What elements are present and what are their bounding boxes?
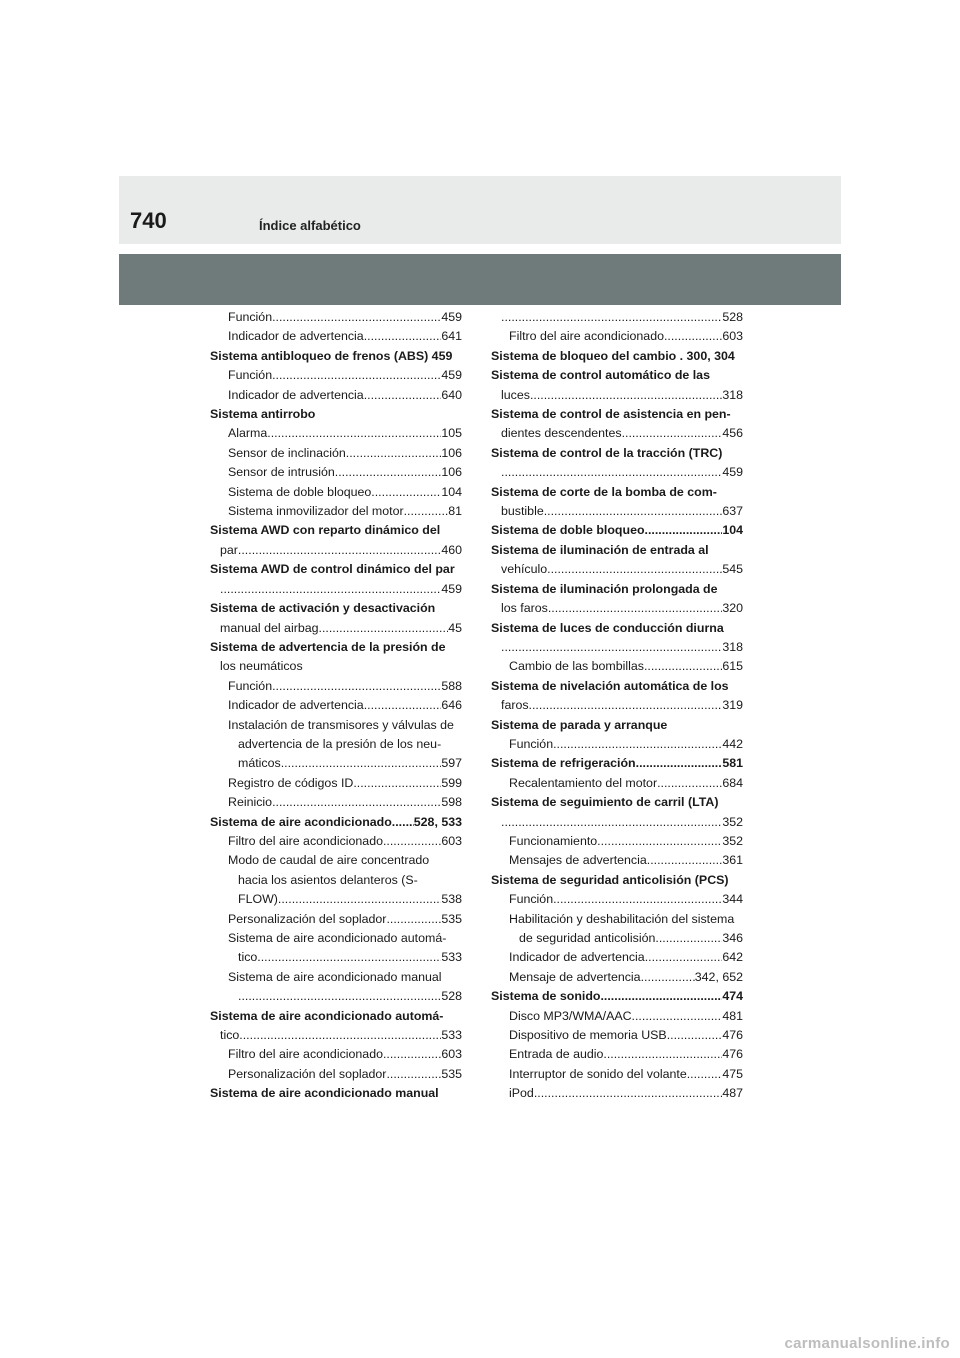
dot-leader bbox=[597, 832, 722, 851]
dot-leader bbox=[319, 619, 449, 638]
dot-leader bbox=[353, 774, 441, 793]
entry-text: Indicador de advertencia bbox=[228, 329, 364, 344]
entry-text: tico bbox=[238, 950, 258, 965]
index-column-right bbox=[491, 308, 743, 1104]
dot-leader bbox=[647, 851, 723, 870]
page-reference: 460 bbox=[441, 542, 462, 557]
entry-text: máticos bbox=[238, 756, 281, 771]
entry-text: Función bbox=[509, 892, 554, 907]
index-entry bbox=[491, 890, 743, 909]
page-reference: 581 bbox=[722, 756, 743, 771]
entry-text: FLOW) bbox=[238, 892, 278, 907]
index-entry bbox=[491, 638, 743, 657]
dot-leader bbox=[667, 1026, 723, 1045]
index-entry bbox=[210, 832, 462, 851]
dot-leader bbox=[553, 890, 722, 909]
index-entry bbox=[491, 327, 743, 346]
page-reference: 45 bbox=[448, 620, 462, 635]
page-reference: 104 bbox=[441, 484, 462, 499]
index-entry bbox=[491, 987, 743, 1006]
index-entry: Sistema antirrobo bbox=[210, 407, 316, 422]
entry-text: bustible bbox=[501, 504, 544, 519]
page-reference: 637 bbox=[722, 504, 743, 519]
dot-leader bbox=[645, 521, 723, 540]
dot-leader bbox=[657, 774, 722, 793]
index-entry bbox=[210, 774, 462, 793]
dot-leader bbox=[655, 929, 722, 948]
page-reference: 481 bbox=[722, 1008, 743, 1023]
page-reference: 642 bbox=[722, 950, 743, 965]
index-entry: Sistema AWD con reparto dinámico del bbox=[210, 523, 441, 538]
entry-text: Función bbox=[509, 736, 554, 751]
entry-text: Mensaje de advertencia bbox=[509, 969, 641, 984]
index-entry bbox=[491, 521, 743, 540]
page-reference: 641 bbox=[441, 329, 462, 344]
index-entry bbox=[210, 366, 462, 385]
dot-leader bbox=[364, 696, 442, 715]
index-entry bbox=[491, 386, 743, 405]
index-entry: Habilitación y deshabilitación del sistema bbox=[509, 911, 735, 926]
entry-text: Indicador de advertencia bbox=[228, 698, 364, 713]
entry-text: luces bbox=[501, 387, 530, 402]
index-entry bbox=[210, 483, 462, 502]
dot-leader bbox=[364, 386, 442, 405]
index-entry: Sistema de aire acondicionado manual bbox=[210, 1086, 439, 1101]
index-entry bbox=[491, 502, 743, 521]
dot-leader bbox=[278, 890, 441, 909]
page-reference: 346 bbox=[722, 931, 743, 945]
page-reference: 456 bbox=[722, 426, 743, 441]
index-entry: Sistema de advertencia de la presión de bbox=[210, 639, 446, 654]
page-reference: 459 bbox=[441, 581, 462, 596]
page-reference: 342, 652 bbox=[694, 969, 743, 984]
page-reference: 352 bbox=[722, 814, 743, 829]
entry-text: Mensajes de advertencia bbox=[509, 853, 647, 868]
dot-leader bbox=[371, 483, 441, 502]
page-reference: 533 bbox=[441, 950, 462, 965]
page-reference: 603 bbox=[722, 329, 743, 344]
index-entry bbox=[210, 463, 462, 482]
page-reference: 106 bbox=[441, 465, 462, 480]
watermark: carmanualsonline.info bbox=[784, 1335, 950, 1352]
dot-leader bbox=[383, 1045, 441, 1064]
page-reference: 598 bbox=[441, 795, 462, 810]
page-reference: 320 bbox=[722, 601, 743, 616]
dot-leader bbox=[386, 1065, 441, 1084]
dot-leader bbox=[645, 948, 723, 967]
index-entry: Sistema de control de asistencia en pen- bbox=[491, 407, 731, 422]
entry-text: Función bbox=[228, 368, 273, 383]
index-entry: Modo de caudal de aire concentrado bbox=[228, 853, 430, 868]
index-entry: los neumáticos bbox=[220, 659, 303, 674]
index-entry bbox=[491, 696, 743, 715]
page-reference: 646 bbox=[441, 698, 462, 713]
index-entry bbox=[210, 308, 462, 327]
index-entry bbox=[210, 793, 462, 812]
index-entry bbox=[210, 1026, 462, 1045]
index-entry bbox=[210, 677, 462, 696]
dot-leader bbox=[547, 560, 722, 579]
page-reference: 459 bbox=[441, 368, 462, 383]
page-reference: 545 bbox=[722, 562, 743, 577]
entry-text: Filtro del aire acondicionado bbox=[228, 1047, 383, 1062]
index-entry bbox=[491, 560, 743, 579]
index-entry: Sistema de control automático de las bbox=[491, 368, 710, 383]
index-entry bbox=[491, 1007, 743, 1026]
entry-text: Reinicio bbox=[228, 795, 273, 810]
index-entry bbox=[491, 968, 743, 987]
header-band bbox=[119, 176, 841, 244]
entry-text: Recalentamiento del motor bbox=[509, 775, 658, 790]
entry-text: de seguridad anticolisión bbox=[519, 931, 656, 945]
index-entry bbox=[210, 987, 462, 1006]
index-entry bbox=[210, 948, 462, 967]
index-entry: Sistema de aire acondicionado automá- bbox=[228, 931, 447, 945]
index-entry: hacia los asientos delanteros (S- bbox=[238, 872, 418, 887]
page-reference: 104 bbox=[722, 523, 743, 538]
dot-leader bbox=[404, 502, 449, 521]
index-entry bbox=[491, 1084, 743, 1103]
entry-text: Personalización del soplador bbox=[228, 911, 387, 926]
page-reference: 81 bbox=[448, 504, 462, 519]
page-reference: 475 bbox=[722, 1066, 743, 1081]
index-entry bbox=[210, 696, 462, 715]
index-entry: Sistema AWD de control dinámico del par bbox=[210, 562, 455, 577]
index-entry bbox=[491, 1026, 743, 1045]
page-reference: 459 bbox=[722, 465, 743, 480]
dot-leader bbox=[220, 580, 441, 599]
dot-leader bbox=[534, 1084, 723, 1103]
index-entry bbox=[491, 657, 743, 676]
index-entry: Sistema antibloqueo de frenos (ABS) 459 bbox=[210, 348, 453, 363]
page-reference: 459 bbox=[441, 310, 462, 324]
dot-leader bbox=[383, 832, 441, 851]
index-entry bbox=[491, 929, 743, 948]
index-entry bbox=[210, 386, 462, 405]
index-entry: Sistema de aire acondicionado automá- bbox=[210, 1008, 444, 1023]
entry-text: los faros bbox=[501, 601, 548, 616]
index-entry bbox=[491, 599, 743, 618]
dot-leader bbox=[267, 424, 441, 443]
dot-leader bbox=[272, 793, 441, 812]
dot-leader bbox=[501, 813, 722, 832]
index-entry: Sistema de bloqueo del cambio . 300, 304 bbox=[491, 348, 735, 363]
page-reference: 319 bbox=[722, 698, 743, 713]
index-entry: Sistema de nivelación automática de los bbox=[491, 678, 729, 693]
dot-leader bbox=[553, 735, 722, 754]
index-entry: Sistema de control de la tracción (TRC) bbox=[491, 445, 723, 460]
page-reference: 318 bbox=[722, 387, 743, 402]
entry-text: manual del airbag bbox=[220, 620, 319, 635]
index-entry: advertencia de la presión de los neu- bbox=[238, 736, 442, 751]
page-reference: 603 bbox=[441, 1047, 462, 1062]
dot-leader bbox=[281, 754, 442, 773]
entry-text: dientes descendentes bbox=[501, 426, 622, 441]
index-entry: Sistema de parada y arranque bbox=[491, 717, 668, 732]
page-reference: 538 bbox=[441, 892, 462, 907]
dot-leader bbox=[622, 424, 723, 443]
page-reference: 442 bbox=[722, 736, 743, 751]
index-column-left bbox=[210, 308, 462, 1104]
dot-leader bbox=[238, 987, 441, 1006]
page-number: 740 bbox=[130, 208, 167, 233]
dot-leader bbox=[272, 677, 441, 696]
index-entry bbox=[210, 1065, 462, 1084]
page-reference: 615 bbox=[722, 659, 743, 674]
page-reference: 361 bbox=[722, 853, 743, 868]
dot-leader bbox=[636, 754, 723, 773]
dot-leader bbox=[664, 327, 722, 346]
index-entry bbox=[491, 463, 743, 482]
entry-text: Filtro del aire acondicionado bbox=[228, 833, 383, 848]
index-entry: Sistema de corte de la bomba de com- bbox=[491, 484, 717, 499]
index-entry bbox=[491, 735, 743, 754]
index-entry bbox=[210, 910, 462, 929]
dot-leader bbox=[544, 502, 723, 521]
entry-text: Indicador de advertencia bbox=[509, 950, 645, 965]
entry-text: tico bbox=[220, 1028, 240, 1043]
index-entry bbox=[491, 832, 743, 851]
dot-leader bbox=[644, 657, 722, 676]
entry-text: Función bbox=[228, 678, 273, 693]
entry-text: Disco MP3/WMA/AAC bbox=[509, 1008, 632, 1023]
dot-leader bbox=[346, 444, 442, 463]
dot-leader bbox=[632, 1007, 723, 1026]
index-entry: Instalación de transmisores y válvulas de bbox=[228, 717, 454, 732]
section-title: Índice alfabético bbox=[259, 218, 361, 233]
dot-leader bbox=[239, 1026, 441, 1045]
index-entry bbox=[210, 502, 462, 521]
dot-leader bbox=[501, 638, 722, 657]
index-entry bbox=[491, 948, 743, 967]
page-reference: 344 bbox=[722, 892, 743, 907]
dot-leader bbox=[641, 968, 695, 987]
index-entry bbox=[491, 1045, 743, 1064]
page-reference: 476 bbox=[722, 1047, 743, 1062]
entry-text: iPod bbox=[509, 1086, 534, 1101]
title-band bbox=[119, 254, 841, 305]
index-entry bbox=[210, 444, 462, 463]
entry-text: Función bbox=[228, 310, 273, 324]
index-entry bbox=[491, 308, 743, 327]
index-entry bbox=[210, 619, 462, 638]
entry-text: faros bbox=[501, 698, 529, 713]
index-entry: Sistema de seguridad anticolisión (PCS) bbox=[491, 872, 729, 887]
entry-text: Sistema inmovilizador del motor bbox=[228, 504, 404, 519]
entry-text: Dispositivo de memoria USB bbox=[509, 1028, 667, 1043]
dot-leader bbox=[392, 813, 414, 832]
dot-leader bbox=[335, 463, 442, 482]
page-reference: 535 bbox=[441, 1066, 462, 1081]
page-reference: 533 bbox=[441, 1028, 462, 1043]
page-reference: 476 bbox=[722, 1028, 743, 1043]
dot-leader bbox=[272, 308, 441, 327]
dot-leader bbox=[530, 386, 722, 405]
entry-text: Sistema de refrigeración bbox=[491, 756, 636, 771]
entry-text: par bbox=[220, 542, 238, 557]
page-reference: 352 bbox=[722, 833, 743, 848]
index-entry bbox=[210, 541, 462, 560]
index-entry bbox=[491, 424, 743, 443]
index-entry: Sistema de iluminación prolongada de bbox=[491, 581, 718, 596]
entry-text: Cambio de las bombillas bbox=[509, 659, 644, 674]
page-reference: 474 bbox=[722, 989, 743, 1004]
entry-text: Interruptor de sonido del volante bbox=[509, 1066, 687, 1081]
page-reference: 603 bbox=[441, 833, 462, 848]
page-reference: 640 bbox=[441, 387, 462, 402]
page-reference: 528 bbox=[722, 310, 743, 324]
index-entry bbox=[491, 774, 743, 793]
index-entry bbox=[491, 813, 743, 832]
index-entry: Sistema de luces de conducción diurna bbox=[491, 620, 724, 635]
page-reference: 535 bbox=[441, 911, 462, 926]
entry-text: Sistema de aire acondicionado bbox=[210, 814, 392, 829]
dot-leader bbox=[600, 987, 722, 1006]
page-reference: 528, 533 bbox=[413, 814, 462, 829]
entry-text: Alarma bbox=[228, 426, 268, 441]
page-reference: 588 bbox=[441, 678, 462, 693]
dot-leader bbox=[501, 463, 722, 482]
index-entry bbox=[491, 851, 743, 870]
page-reference: 487 bbox=[722, 1086, 743, 1101]
page-reference: 599 bbox=[441, 775, 462, 790]
index-entry: Sistema de activación y desactivación bbox=[210, 601, 436, 616]
entry-text: Entrada de audio bbox=[509, 1047, 604, 1062]
page-reference: 684 bbox=[722, 775, 743, 790]
entry-text: Sistema de doble bloqueo bbox=[228, 484, 372, 499]
page-reference: 597 bbox=[441, 756, 462, 771]
page-reference: 318 bbox=[722, 639, 743, 654]
dot-leader bbox=[364, 327, 442, 346]
dot-leader bbox=[501, 308, 722, 327]
dot-leader bbox=[603, 1045, 722, 1064]
index-entry: Sistema de iluminación de entrada al bbox=[491, 542, 709, 557]
page-reference: 105 bbox=[441, 426, 462, 441]
dot-leader bbox=[529, 696, 723, 715]
index-entry bbox=[491, 1065, 743, 1084]
index-entry bbox=[210, 580, 462, 599]
page-reference: 528 bbox=[441, 989, 462, 1004]
index-entry: Sistema de seguimiento de carril (LTA) bbox=[491, 795, 719, 810]
index-entry bbox=[210, 424, 462, 443]
index-entry bbox=[210, 754, 462, 773]
dot-leader bbox=[687, 1065, 723, 1084]
dot-leader bbox=[238, 541, 441, 560]
entry-text: Sistema de sonido bbox=[491, 989, 601, 1004]
entry-text: Filtro del aire acondicionado bbox=[509, 329, 664, 344]
entry-text: vehículo bbox=[501, 562, 548, 577]
index-entry bbox=[491, 754, 743, 773]
entry-text: Registro de códigos ID bbox=[228, 775, 354, 790]
index-entry bbox=[210, 1045, 462, 1064]
page-reference: 106 bbox=[441, 445, 462, 460]
index-entry bbox=[210, 813, 462, 832]
index-entry bbox=[210, 890, 462, 909]
dot-leader bbox=[548, 599, 722, 618]
entry-text: Personalización del soplador bbox=[228, 1066, 387, 1081]
entry-text: Funcionamiento bbox=[509, 833, 598, 848]
dot-leader bbox=[257, 948, 441, 967]
entry-text: Indicador de advertencia bbox=[228, 387, 364, 402]
dot-leader bbox=[386, 910, 441, 929]
index-entry: Sistema de aire acondicionado manual bbox=[228, 969, 442, 984]
index-entry bbox=[210, 327, 462, 346]
entry-text: Sensor de inclinación bbox=[228, 445, 346, 460]
entry-text: Sensor de intrusión bbox=[228, 465, 335, 480]
dot-leader bbox=[272, 366, 441, 385]
entry-text: Sistema de doble bloqueo bbox=[491, 523, 645, 538]
